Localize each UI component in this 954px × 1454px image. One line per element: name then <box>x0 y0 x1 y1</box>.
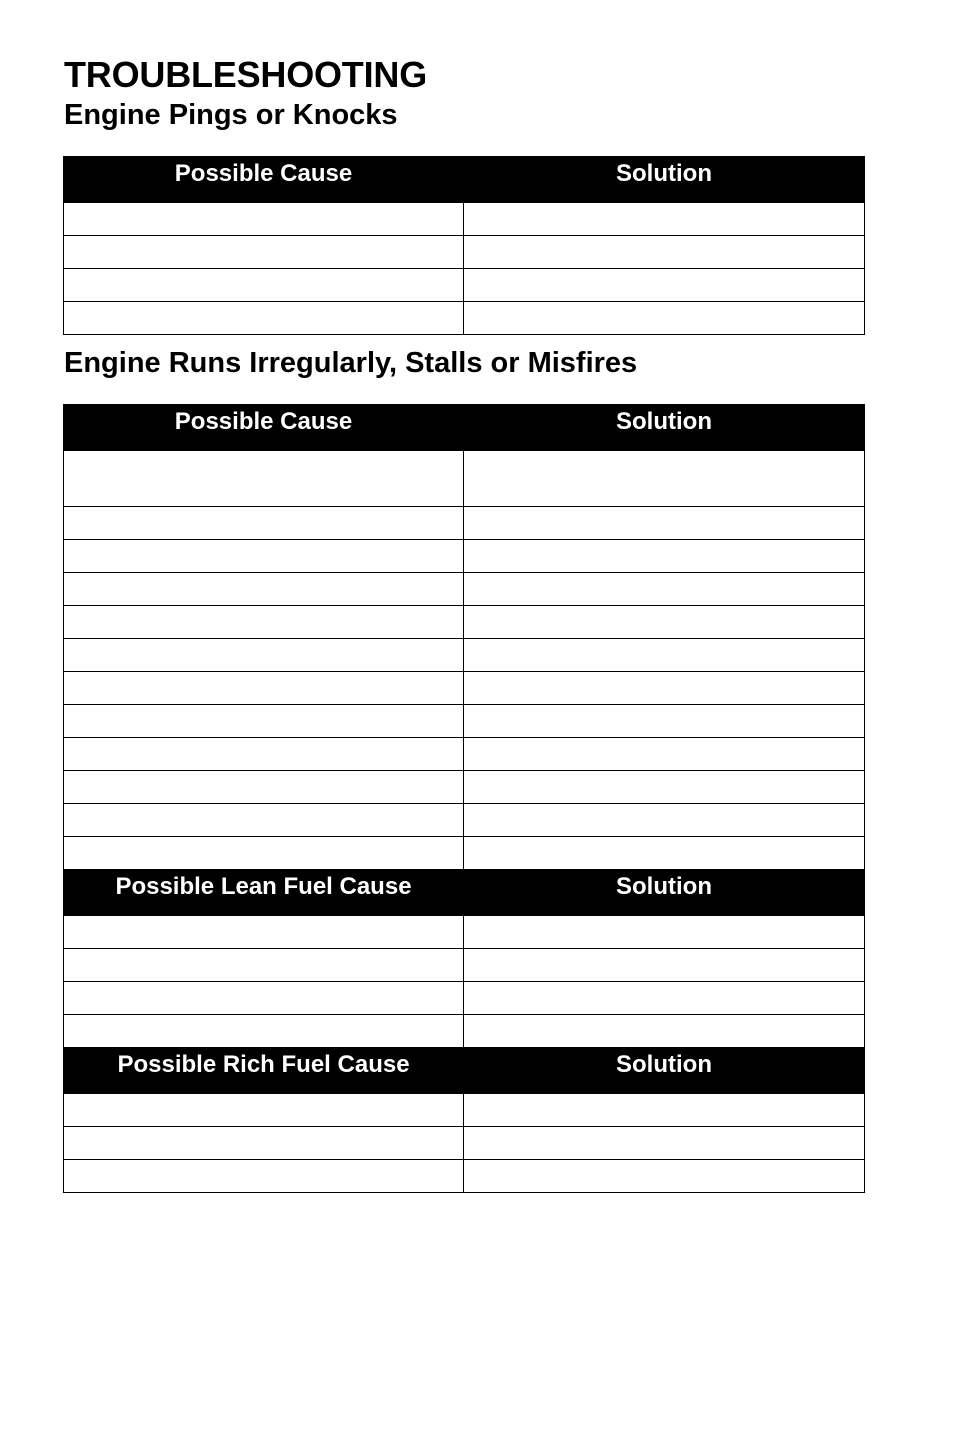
solution-cell <box>464 639 865 672</box>
table-row <box>64 1127 865 1160</box>
solution-cell <box>464 573 865 606</box>
column-header-cause: Possible Cause <box>64 157 464 203</box>
rich-fuel-header-row <box>64 1048 865 1094</box>
cause-cell <box>64 949 464 982</box>
cause-cell <box>64 916 464 949</box>
cause-cell <box>64 606 464 639</box>
cause-cell <box>64 507 464 540</box>
solution-cell <box>464 451 865 507</box>
cause-cell <box>64 573 464 606</box>
table-row <box>64 1015 865 1048</box>
column-header-solution: Solution <box>464 1048 865 1094</box>
cause-cell <box>64 639 464 672</box>
solution-cell <box>464 916 865 949</box>
column-header-lean-fuel-cause: Possible Lean Fuel Cause <box>64 870 464 916</box>
table-row <box>64 507 865 540</box>
table-row <box>64 916 865 949</box>
table-row <box>64 203 865 236</box>
page-title: TROUBLESHOOTING <box>64 54 427 95</box>
table-header-row <box>64 405 865 451</box>
solution-cell <box>464 507 865 540</box>
cause-cell <box>64 1094 464 1127</box>
column-header-solution: Solution <box>464 157 865 203</box>
engine-runs-irregularly-table <box>63 404 865 1193</box>
solution-cell <box>464 203 865 236</box>
solution-cell <box>464 302 865 335</box>
table-row <box>64 1094 865 1127</box>
cause-cell <box>64 738 464 771</box>
table-row <box>64 302 865 335</box>
section-title-engine-pings: Engine Pings or Knocks <box>64 99 398 131</box>
cause-cell <box>64 672 464 705</box>
solution-cell <box>464 949 865 982</box>
solution-cell <box>464 540 865 573</box>
solution-cell <box>464 837 865 870</box>
solution-cell <box>464 269 865 302</box>
table-row <box>64 705 865 738</box>
table-header-row <box>64 157 865 203</box>
cause-cell <box>64 540 464 573</box>
table-row <box>64 540 865 573</box>
table-row <box>64 738 865 771</box>
table-row <box>64 639 865 672</box>
cause-cell <box>64 1015 464 1048</box>
table-row <box>64 236 865 269</box>
table-row <box>64 672 865 705</box>
cause-cell <box>64 269 464 302</box>
column-header-rich-fuel-cause: Possible Rich Fuel Cause <box>64 1048 464 1094</box>
table-row <box>64 804 865 837</box>
table-row <box>64 573 865 606</box>
table-row <box>64 1160 865 1193</box>
table-row <box>64 269 865 302</box>
section-title-engine-runs-irregularly: Engine Runs Irregularly, Stalls or Misfires <box>64 347 638 379</box>
table-row <box>64 606 865 639</box>
solution-cell <box>464 705 865 738</box>
column-header-cause: Possible Cause <box>64 405 464 451</box>
solution-cell <box>464 771 865 804</box>
solution-cell <box>464 738 865 771</box>
cause-cell <box>64 837 464 870</box>
engine-pings-table <box>63 156 865 335</box>
cause-cell <box>64 236 464 269</box>
column-header-solution: Solution <box>464 405 865 451</box>
solution-cell <box>464 236 865 269</box>
lean-fuel-header-row <box>64 870 865 916</box>
cause-cell <box>64 302 464 335</box>
solution-cell <box>464 982 865 1015</box>
solution-cell <box>464 804 865 837</box>
cause-cell <box>64 1127 464 1160</box>
solution-cell <box>464 606 865 639</box>
table-row <box>64 949 865 982</box>
cause-cell <box>64 705 464 738</box>
table-row <box>64 451 865 507</box>
cause-cell <box>64 1160 464 1193</box>
cause-cell <box>64 804 464 837</box>
solution-cell <box>464 1160 865 1193</box>
table-row <box>64 771 865 804</box>
cause-cell <box>64 203 464 236</box>
cause-cell <box>64 771 464 804</box>
table-row <box>64 837 865 870</box>
table-row <box>64 982 865 1015</box>
solution-cell <box>464 1094 865 1127</box>
column-header-solution: Solution <box>464 870 865 916</box>
cause-cell <box>64 982 464 1015</box>
cause-cell <box>64 451 464 507</box>
solution-cell <box>464 1015 865 1048</box>
solution-cell <box>464 672 865 705</box>
solution-cell <box>464 1127 865 1160</box>
